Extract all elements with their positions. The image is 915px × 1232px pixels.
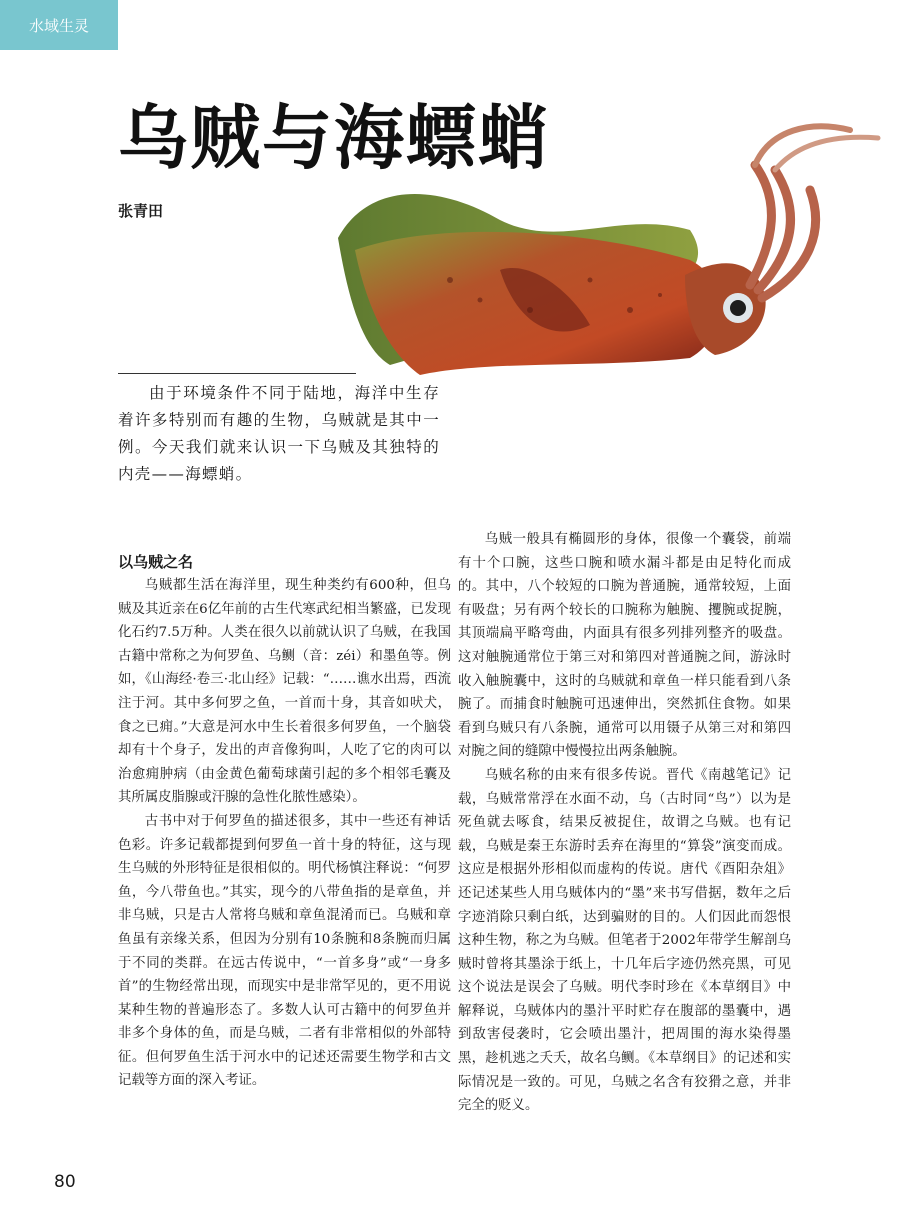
squid-photo [330,110,890,410]
lead-divider [118,373,356,374]
body-paragraph: 乌贼名称的由来有很多传说。晋代《南越笔记》记载，乌贼常常浮在水面不动，乌（古时同“鸟”）以为是死鱼就去啄食，结果反被捉住，故谓之乌贼。也有记载，乌贼是秦王东游时丢弃在海里的“算袋”演变而成。这应是根据外形相似而虚构的传说。唐代《酉阳杂俎》还记述某些人用乌贼体内的“墨”来书写借据，数年之后字迹消除只剩白纸，达到骗财的目的。人们因此而怨恨这种生物，称之为乌贼。但笔者于2002年带学生解剖乌贼时曾将其墨涂于纸上，十几年后字迹仍然亮黑，可见这个说法是误会了乌贼。明代李时珍在《本草纲目》中解释说，乌贼体内的墨汁平时贮存在腹部的墨囊中，遇到敌害侵袭时，它会喷出墨汁，把周围的海水染得墨黑，趁机逃之夭夭，故名乌鲗。《本草纲目》的记述和实际情况是一致的。可见，乌贼之名含有狡猾之意，并非完全的贬义。 [458,767,791,1114]
article-author: 张青田 [118,202,164,220]
section-tab: 水域生灵 [0,0,118,50]
body-paragraph: 乌贼都生活在海洋里，现生种类约有600种，但乌贼及其近亲在6亿年前的古生代寒武纪相当繁盛，已发现化石约7.5万种。人类在很久以前就认识了乌贼，在我国古籍中常称之为何罗鱼、乌鲗（音：zéi）和墨鱼等。例如，《山海经·卷三·北山经》记载：“……谯水出焉，西流注于河。其中多何罗之鱼，一首而十身，其音如吠犬，食之已痈。”大意是河水中生长着很多何罗鱼，一个脑袋却有十个身子，发出的声音像狗叫，人吃了它的肉可以治愈痈肿病（由金黄色葡萄球菌引起的多个相邻毛囊及其所属皮脂腺或汗腺的急性化脓性感染）。 [118,578,451,806]
lead-paragraph: 由于环境条件不同于陆地，海洋中生存着许多特别而有趣的生物，乌贼就是其中一例。今天我们就来认识一下乌贼及其独特的内壳——海螵蛸。 [118,384,440,483]
page-number: 80 [54,1172,76,1192]
section-subheading: 以乌贼之名 [118,553,194,571]
right-column [458,528,791,1118]
body-paragraph: 乌贼一般具有椭圆形的身体，很像一个囊袋，前端有十个口腕，这些口腕和喷水漏斗都是由足特化而成的。其中，八个较短的口腕为普通腕，通常较短，上面有吸盘；另有两个较长的口腕称为触腕、攫腕或捉腕，其顶端扁平略弯曲，内面具有很多列排列整齐的吸盘。这对触腕通常位于第三对和第四对普通腕之间，游泳时收入触腕囊中，这时的乌贼就和章鱼一样只能看到八条腕了。而捕食时触腕可迅速伸出，突然抓住食物。如果看到乌贼只有八条腕，通常可以用镊子从第三对和第四对腕之间的缝隙中慢慢拉出两条触腕。 [458,532,791,760]
article-title: 乌贼与海螵蛸 [118,97,550,179]
left-column [118,528,451,1093]
body-paragraph: 古书中对于何罗鱼的描述很多，其中一些还有神话色彩。许多记载都提到何罗鱼一首十身的特征，这与现生乌贼的外形特征是很相似的。明代杨慎注释说：“何罗鱼，今八带鱼也。”其实，现今的八带鱼指的是章鱼，并非乌贼，只是古人常将乌贼和章鱼混淆而已。乌贼和章鱼虽有亲缘关系，但因为分别有10条腕和8条腕而归属于不同的类群。在远古传说中，“一首多身”或“一身多首”的生物经常出现，而现实中是非常罕见的，更不用说某种生物的普遍形态了。多数人认可古籍中的何罗鱼并非多个身体的鱼，而是乌贼，二者有非常相似的外部特征。但何罗鱼生活于河水中的记述还需要生物学和古文记载等方面的深入考证。 [118,813,451,1089]
